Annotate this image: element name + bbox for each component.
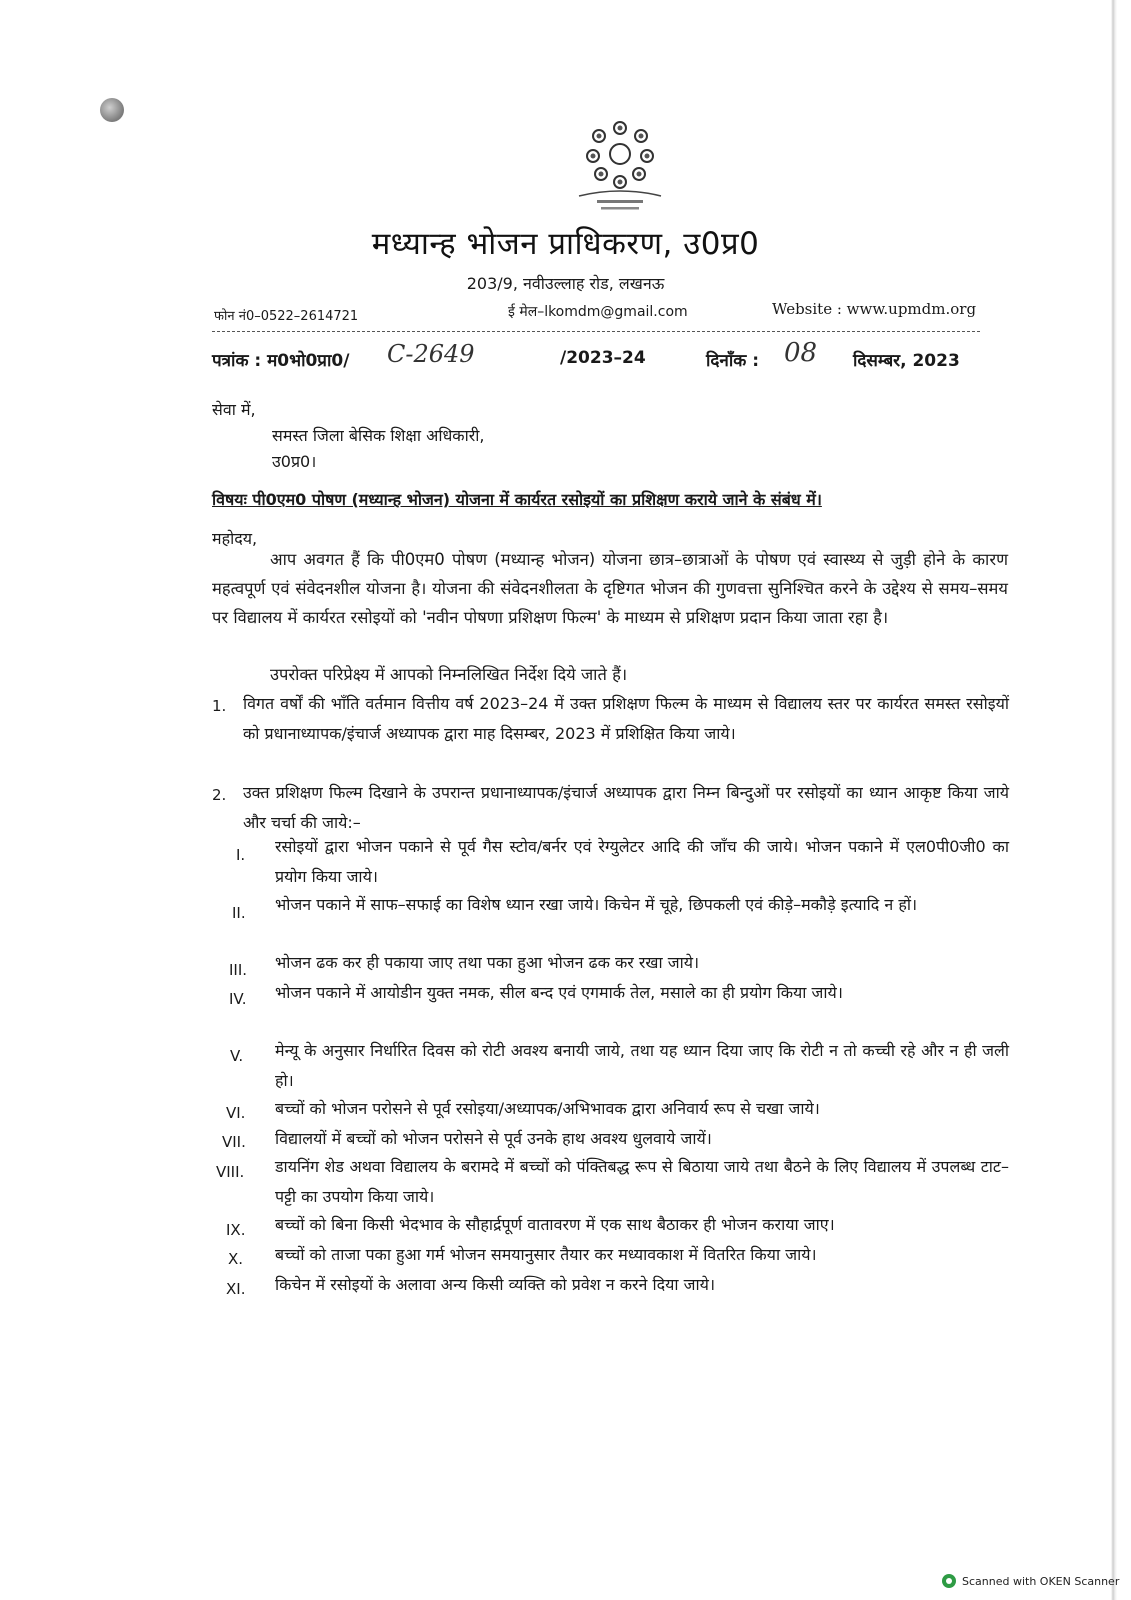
paragraph-2: उपरोक्त परिप्रेक्ष्य में आपको निम्नलिखित निर्देश दिये जाते हैं। [270,665,628,684]
addressee-line-3: उ0प्र0। [272,452,317,471]
scanner-logo-icon [942,1574,956,1588]
point-text: उक्त प्रशिक्षण फिल्म दिखाने के उपरान्त प्रधानाध्यापक/इंचार्ज अध्यापक द्वारा निम्न बिन्दुओं पर रसोइयों का ध्यान आकृष्ट किया जाये और चर्चा की जाये:– [243,783,1009,832]
subpoint-number: VI. [226,1104,246,1122]
subpoint-number: VII. [222,1133,246,1151]
subpoint-number: III. [229,961,248,979]
authority-title: मध्यान्ह भोजन प्राधिकरण, उ0प्र0 [371,226,760,262]
reference-number-handwritten: C-2649 [387,340,475,368]
date-label: दिनाँक : [706,351,760,371]
scanner-label: Scanned with OKEN Scanner [962,1574,1120,1588]
authority-address: 203/9, नवीउल्लाह रोड, लखनऊ [466,274,665,293]
subpoint-text: रसोइयों द्वारा भोजन पकाने से पूर्व गैस स्टोव/बर्नर एवं रेग्युलेटर आदि की जाँच की जाये। भोजन पकाने में एल0पी0जी0 का प्रयोग किया जाये। [275,837,1009,886]
phone-number: फोन नं0–0522–2614721 [214,309,359,324]
subpoint-number: X. [228,1250,244,1268]
subpoint-number: IV. [229,990,247,1008]
letter-subject: विषयः पी0एम0 पोषण (मध्यान्ह भोजन) योजना में कार्यरत रसोइयों का प्रशिक्षण कराये जाने के संबंध में। [212,490,822,509]
point-number: 1. [212,697,227,715]
subpoint-number: IX. [226,1221,246,1239]
subpoint-text: भोजन ढक कर ही पकाया जाए तथा पका हुआ भोजन ढक कर रखा जाये। [275,953,700,972]
subpoint-text: भोजन पकाने में आयोडीन युक्त नमक, सील बन्द एवं एगमार्क तेल, मसाले का ही प्रयोग किया जाये। [275,983,843,1002]
salutation: महोदय, [212,529,258,548]
reference-label: पत्रांक : म0भो0प्रा0/ [212,351,350,371]
subpoint-number: II. [232,904,246,922]
subpoint-text: बच्चों को बिना किसी भेदभाव के सौहार्द्रपूर्ण वातावरण में एक साथ बैठाकर ही भोजन कराया जाए। [275,1215,835,1234]
subpoint-text: विद्यालयों में बच्चों को भोजन परोसने से पूर्व उनके हाथ अवश्य धुलवाये जायें। [275,1129,712,1148]
header-divider [212,331,980,332]
punch-hole [100,98,124,122]
subpoint-text: बच्चों को ताजा पका हुआ गर्म भोजन समयानुसार तैयार कर मध्यावकाश में वितरित किया जाये। [275,1245,817,1264]
subpoint-text: डायनिंग शेड अथवा विद्यालय के बरामदे में बच्चों को पंक्तिबद्ध रूप से बिठाया जाये तथा बैठने के लिए विद्यालय में उपलब्ध टाट–पट्टी का उपयोग किया जाये। [275,1157,1009,1206]
subpoint-number: XI. [226,1280,246,1298]
reference-year: /2023–24 [560,348,646,368]
website-address: Website : www.upmdm.org [772,300,977,318]
subpoint-number: V. [230,1047,244,1065]
addressee-line-1: सेवा में, [212,400,256,419]
email-address: ई मेल–lkomdm@gmail.com [508,304,688,320]
subpoint-text: मेन्यू के अनुसार निर्धारित दिवस को रोटी अवश्य बनायी जाये, तथा यह ध्यान दिया जाए कि रोटी न तो कच्ची रहे और न ही जली हो। [275,1041,1009,1090]
subpoint-text: किचेन में रसोइयों के अलावा अन्य किसी व्यक्ति को प्रवेश न करने दिया जाये। [275,1275,716,1294]
subpoint-number: I. [236,846,246,864]
point-text: विगत वर्षों की भाँति वर्तमान वित्तीय वर्ष 2023–24 में उक्त प्रशिक्षण फिल्म के माध्यम से विद्यालय स्तर पर कार्यरत समस्त रसोइयों को प्रधानाध्यापक/इंचार्ज अध्यापक द्वारा माह दिसम्बर, 2023 में प्रशिक्षित किया जाये। [243,694,1009,743]
point-number: 2. [212,786,227,804]
addressee-line-2: समस्त जिला बेसिक शिक्षा अधिकारी, [272,426,485,445]
mid-day-meal-logo [565,110,675,218]
scanner-watermark [942,1574,1119,1588]
paragraph-1: आप अवगत हैं कि पी0एम0 पोषण (मध्यान्ह भोजन) योजना छात्र–छात्राओं के पोषण एवं स्वास्थ्य से जुड़ी होने के कारण महत्वपूर्ण एवं संवेदनशील योजना है। योजना की संवेदनशीलता के दृष्टिगत भोजन की गुणवत्ता सुनिश्चित करने के उद्देश्य से समय–समय पर विद्यालय में कार्यरत रसोइयों को 'नवीन पोषणा प्रशिक्षण फिल्म' के माध्यम से प्रशिक्षण प्रदान किया जाता रहा है। [212,550,1008,627]
subpoint-text: भोजन पकाने में साफ–सफाई का विशेष ध्यान रखा जाये। किचेन में चूहे, छिपकली एवं कीड़े–मकौड़े इत्यादि न हों। [275,895,918,914]
date-handwritten: 08 [784,338,818,368]
subpoint-text: बच्चों को भोजन परोसने से पूर्व रसोइया/अध्यापक/अभिभावक द्वारा अनिवार्य रूप से चखा जाये। [275,1099,820,1118]
date-month-year: दिसम्बर, 2023 [853,351,960,371]
subpoint-number: VIII. [216,1163,245,1181]
